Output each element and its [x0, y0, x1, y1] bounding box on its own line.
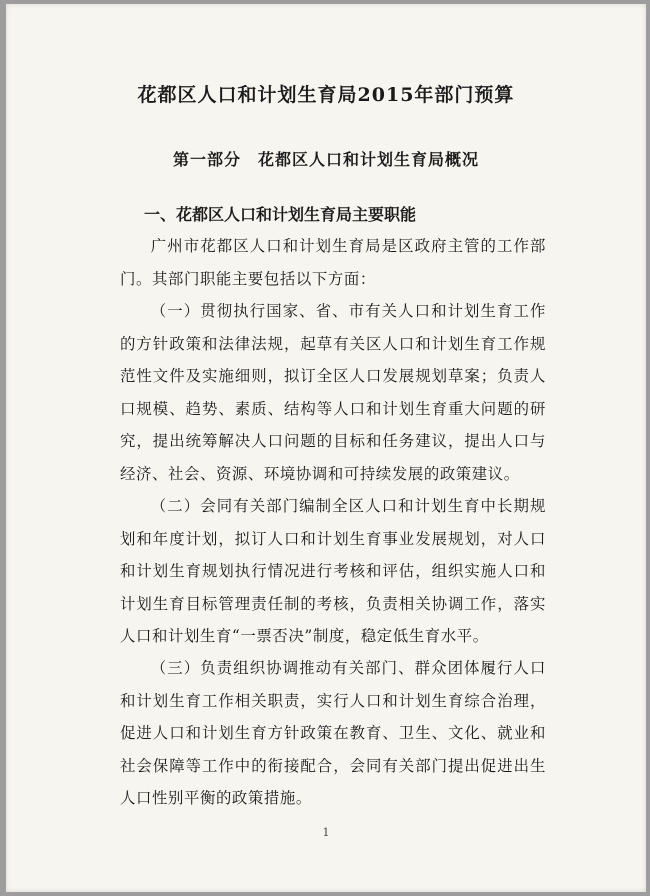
paragraph-intro: 广州市花都区人口和计划生育局是区政府主管的工作部门。其部门职能主要包括以下方面：	[120, 237, 546, 288]
paragraph-duty-2: （二）会同有关部门编制全区人口和计划生育中长期规划和年度计划，拟订人口和计划生育事业发展规划，对人口和计划生育规划执行情况进行考核和评估，组织实施人口和计划生育目标管理责任制的考核，负责相关协调工作，落实人口和计划生育“一票否决”制度，稳定低生育水平。	[120, 497, 546, 645]
paragraph-duty-3: （三）负责组织协调推动有关部门、群众团体履行人口和计划生育工作相关职责，实行人口和计划生育综合治理，促进人口和计划生育方针政策在教育、卫生、文化、就业和社会保障等工作中的衔接配合，会同有关部门提出促进出生人口性别平衡的政策措施。	[120, 659, 546, 807]
paragraph-duty-1: （一）贯彻执行国家、省、市有关人口和计划生育工作的方针政策和法律法规，起草有关区人口和计划生育工作规范性文件及实施细则，拟订全区人口发展规划草案；负责人口规模、趋势、素质、结构等人口和计划生育重大问题的研究，提出统筹解决人口问题的目标和任务建议，提出人口与经济、社会、资源、环境协调和可持续发展的政策建议。	[120, 302, 546, 483]
section-heading: 一、花都区人口和计划生育局主要职能	[144, 205, 417, 224]
page-number: 1	[322, 826, 330, 839]
part-heading: 第一部分 花都区人口和计划生育局概况	[172, 150, 479, 169]
document-title: 花都区人口和计划生育局2015年部门预算	[137, 84, 515, 106]
document-page	[6, 4, 646, 892]
